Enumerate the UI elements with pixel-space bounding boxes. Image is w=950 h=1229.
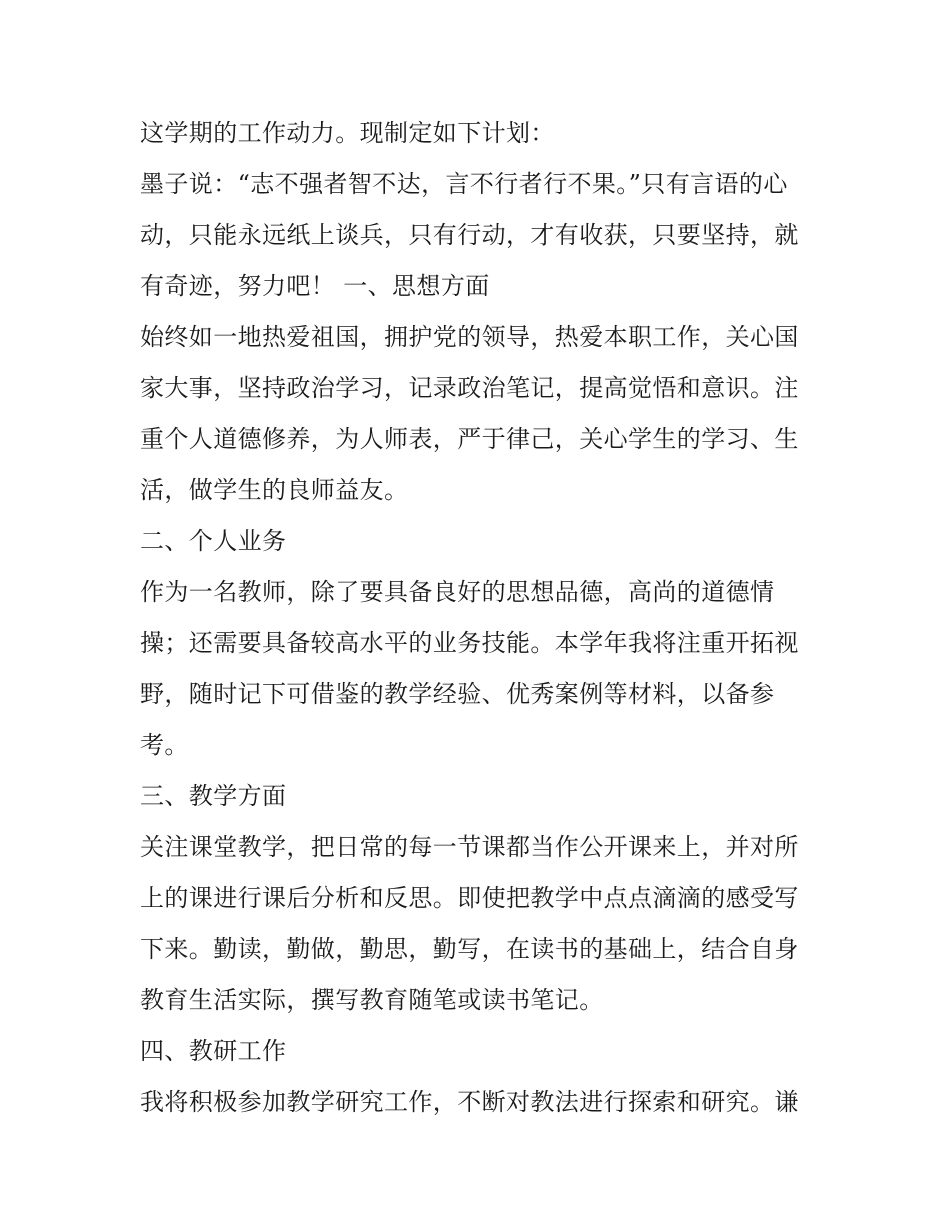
text-line: 关注课堂教学，把日常的每一节课都当作公开课来上，并对所 — [140, 833, 799, 861]
text-line: 教育生活实际，撰写教育随笔或读书笔记。 — [140, 986, 604, 1014]
text-line: 操；还需要具备较高水平的业务技能。本学年我将注重开拓视 — [140, 629, 799, 657]
text-line: 有奇迹，努力吧！ 一、思想方面 — [140, 272, 490, 300]
text-line: 始终如一地热爱祖国，拥护党的领导，热爱本职工作，关心国 — [140, 323, 799, 351]
text-line: 活，做学生的良师益友。 — [140, 476, 409, 504]
text-line: 我将积极参加教学研究工作，不断对教法进行探索和研究。谦 — [140, 1088, 799, 1116]
text-line: 家大事，坚持政治学习，记录政治笔记，提高觉悟和意识。注 — [140, 374, 799, 402]
text-line: 作为一名教师，除了要具备良好的思想品德，高尚的道德情 — [140, 578, 775, 606]
text-line: 考。 — [140, 731, 189, 759]
text-line: 动，只能永远纸上谈兵，只有行动，才有收获，只要坚持，就 — [140, 221, 799, 249]
section-heading: 二、个人业务 — [140, 527, 287, 555]
text-line: 野，随时记下可借鉴的教学经验、优秀案例等材料，以备参 — [140, 680, 775, 708]
text-line: 重个人道德修养，为人师表，严于律己，关心学生的学习、生 — [140, 425, 799, 453]
text-line: 上的课进行课后分析和反思。即使把教学中点点滴滴的感受写 — [140, 884, 799, 912]
text-line: 下来。勤读，勤做，勤思，勤写，在读书的基础上，结合自身 — [140, 935, 799, 963]
text-line: 墨子说：“志不强者智不达，言不行者行不果。”只有言语的心 — [140, 170, 788, 198]
section-heading: 四、教研工作 — [140, 1037, 287, 1065]
section-heading: 三、教学方面 — [140, 782, 287, 810]
text-line: 这学期的工作动力。现制定如下计划： — [140, 119, 555, 147]
document-body — [140, 108, 820, 1128]
